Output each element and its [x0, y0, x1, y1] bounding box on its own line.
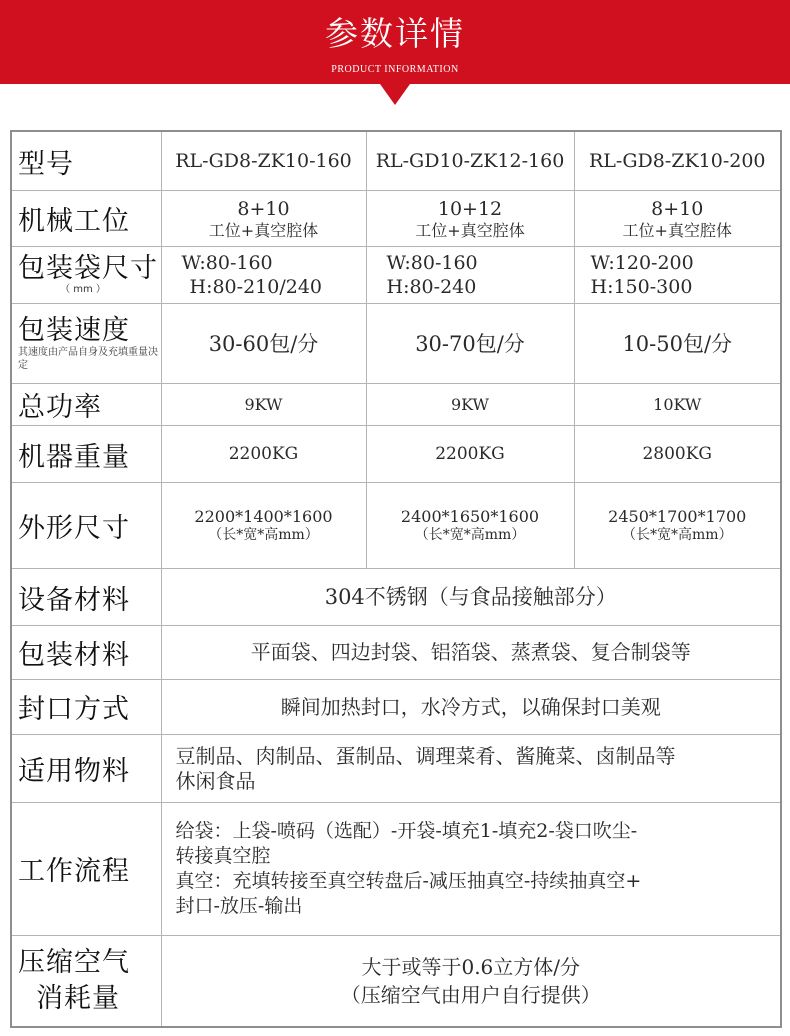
row-material — [11, 569, 781, 626]
speed-2: 30-70包/分 — [366, 303, 574, 384]
stations-2: 10+12 工位+真空腔体 — [366, 191, 574, 247]
row-workflow — [11, 803, 781, 935]
model-2: RL-GD10-ZK12-160 — [366, 131, 574, 191]
page-title: 参数详情 — [325, 14, 465, 53]
label-stations: 机械工位 — [11, 191, 161, 247]
power-1: 9KW — [161, 384, 366, 425]
model-1: RL-GD8-ZK10-160 — [161, 131, 366, 191]
row-air — [11, 935, 781, 1027]
banner-notch — [380, 84, 410, 105]
row-bag-size — [11, 247, 781, 304]
label-weight: 机器重量 — [11, 425, 161, 483]
speed-1: 30-60包/分 — [161, 303, 366, 384]
row-sealing — [11, 679, 781, 735]
label-material: 设备材料 — [11, 569, 161, 626]
workflow-value: 给袋：上袋-喷码（选配）-开袋-填充1-填充2-袋口吹尘- 转接真空腔 真空：充填转接至真空转盘后-减压抽真空-持续抽真空+ 封口-放压-输出 — [161, 803, 781, 935]
spec-table — [10, 130, 782, 1028]
weight-1: 2200KG — [161, 425, 366, 483]
applicable-value: 豆制品、肉制品、蛋制品、调理菜肴、酱腌菜、卤制品等 休闲食品 — [161, 735, 781, 803]
label-model: 型号 — [11, 131, 161, 191]
label-power: 总功率 — [11, 384, 161, 425]
speed-3: 10-50包/分 — [574, 303, 781, 384]
label-workflow: 工作流程 — [11, 803, 161, 935]
row-dimensions — [11, 483, 781, 569]
bag-size-1: W:80-160 H:80-210/240 — [161, 247, 366, 304]
bag-size-2: W:80-160 H:80-240 — [366, 247, 574, 304]
weight-3: 2800KG — [574, 425, 781, 483]
bag-size-3: W:120-200 H:150-300 — [574, 247, 781, 304]
sealing-value: 瞬间加热封口，水冷方式，以确保封口美观 — [161, 679, 781, 735]
label-air: 压缩空气 消耗量 — [11, 935, 161, 1027]
stations-1: 8+10 工位+真空腔体 — [161, 191, 366, 247]
label-speed: 包装速度 其速度由产品自身及充填重量决定 — [11, 303, 161, 384]
row-stations — [11, 191, 781, 247]
label-bag-size: 包装袋尺寸 （ mm ） — [11, 247, 161, 304]
label-applicable: 适用物料 — [11, 735, 161, 803]
air-value: 大于或等于0.6立方体/分 （压缩空气由用户自行提供） — [161, 935, 781, 1027]
label-sealing: 封口方式 — [11, 679, 161, 735]
model-3: RL-GD8-ZK10-200 — [574, 131, 781, 191]
row-packaging-material — [11, 625, 781, 679]
power-3: 10KW — [574, 384, 781, 425]
row-speed — [11, 303, 781, 384]
dimensions-1: 2200*1400*1600 （长*宽*高mm） — [161, 483, 366, 569]
dimensions-2: 2400*1650*1600 （长*宽*高mm） — [366, 483, 574, 569]
packaging-material-value: 平面袋、四边封袋、铝箔袋、蒸煮袋、复合制袋等 — [161, 625, 781, 679]
material-value: 304不锈钢（与食品接触部分） — [161, 569, 781, 626]
dimensions-3: 2450*1700*1700 （长*宽*高mm） — [574, 483, 781, 569]
row-weight — [11, 425, 781, 483]
label-packaging-material: 包装材料 — [11, 625, 161, 679]
label-dimensions: 外形尺寸 — [11, 483, 161, 569]
header-banner — [0, 0, 790, 84]
row-power — [11, 384, 781, 425]
row-model — [11, 131, 781, 191]
stations-3: 8+10 工位+真空腔体 — [574, 191, 781, 247]
page-subtitle: PRODUCT INFORMATION — [331, 64, 459, 75]
weight-2: 2200KG — [366, 425, 574, 483]
power-2: 9KW — [366, 384, 574, 425]
row-applicable — [11, 735, 781, 803]
